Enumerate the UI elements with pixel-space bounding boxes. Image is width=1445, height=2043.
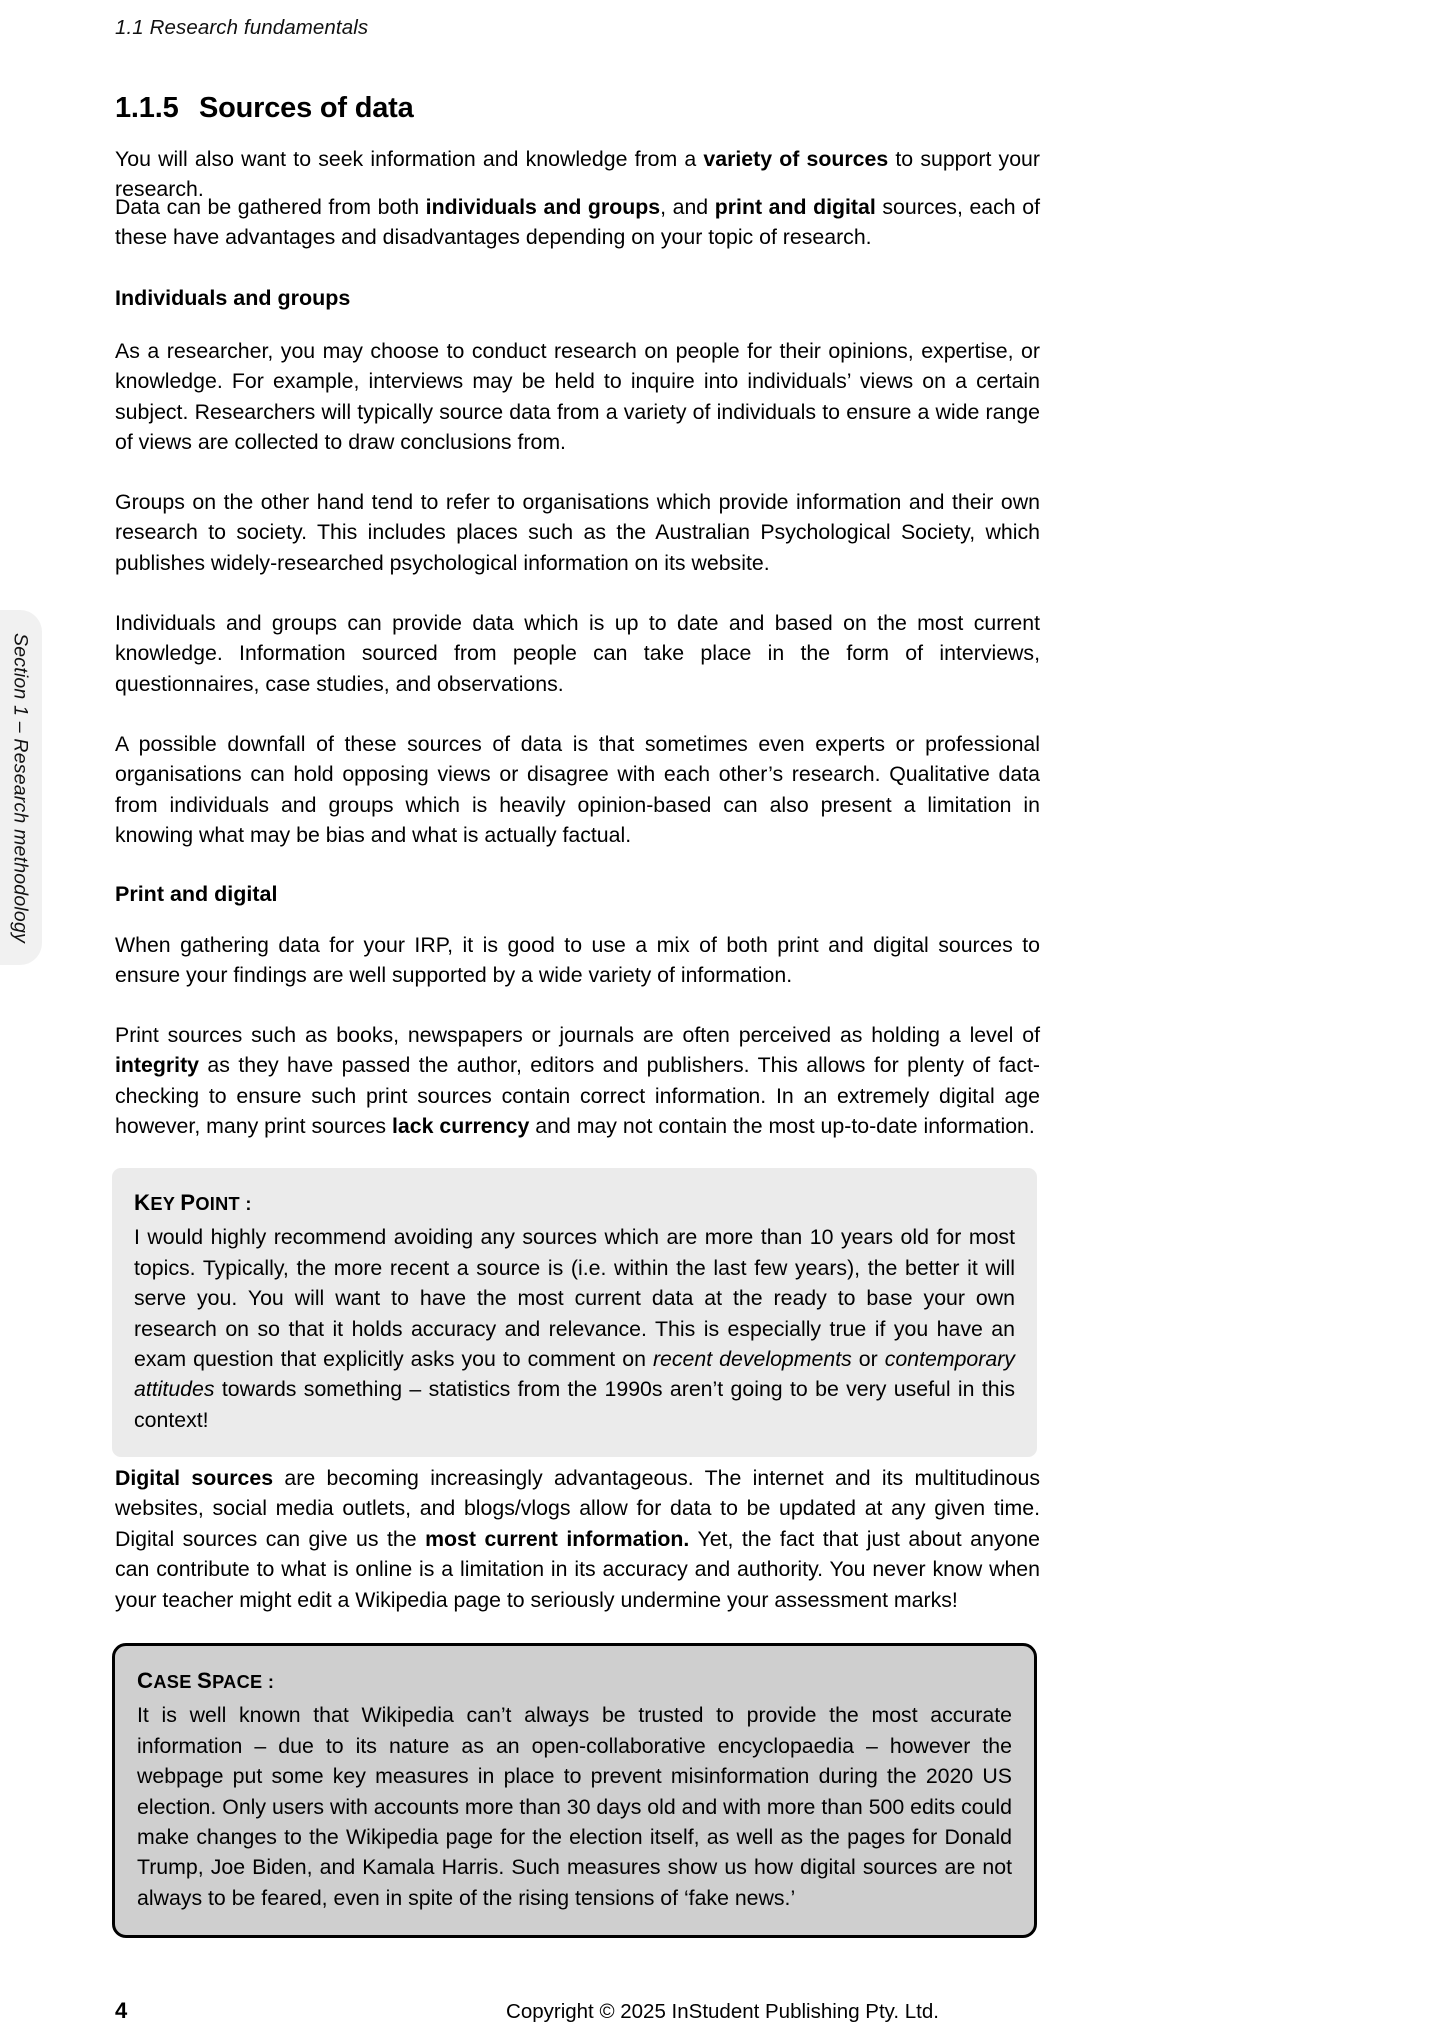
section-title: Sources of data [199, 92, 414, 124]
text-run-bold: individuals and groups [425, 195, 661, 219]
text-run: sources, each of these have advantages and disadvantages depending on your topic of research. [115, 195, 1040, 250]
case-space-callout [112, 1643, 1037, 1938]
section-number: 1.1.5 [115, 92, 179, 124]
text-run: Data can be gathered from both [115, 195, 426, 219]
subheading-individuals-and-groups: Individuals and groups [115, 286, 351, 310]
title-smallcaps: ASE [153, 1672, 197, 1692]
key-point-body [134, 1222, 1015, 1435]
section-side-tab [0, 610, 42, 965]
case-space-title [137, 1666, 1012, 1697]
copyright-notice: Copyright © 2025 InStudent Publishing Pty. Ltd. [506, 2000, 939, 2023]
paragraph-individuals-1: As a researcher, you may choose to conduct research on people for their opinions, expertise, or knowledge. For example, interviews may be held to inquire into individuals’ views on a certain subject. Researchers will typically source data from a variety of individuals to ensure a wide range of views are collected to draw conclusions from. [115, 339, 1040, 455]
text-run-italic: contemporary attitudes [134, 1347, 1015, 1402]
running-head: 1.1 Research fundamentals [115, 16, 369, 39]
text-run: You will also want to seek information and knowledge from a [115, 147, 704, 171]
title-smallcaps: PACE : [212, 1672, 275, 1692]
text-run: to support your research. [115, 147, 1040, 202]
text-run: Yet, the fact that just about anyone can contribute to what is online is a limitation in its accuracy and authority. You never know when your teacher might edit a Wikipedia page to seriously undermine your assessment marks! [115, 1526, 1040, 1612]
key-point-title [134, 1188, 1015, 1219]
paragraph-individuals-3: Individuals and groups can provide data which is up to date and based on the most current knowledge. Information sourced from people can take place in the form of interviews, questionnaires, case studies, and observations. [115, 611, 1040, 696]
side-tab-label: Section 1 – Research methodology [9, 632, 32, 943]
text-run-bold: lack currency [391, 1114, 530, 1139]
text-run: towards something – statistics from the 1990s aren’t going to be very useful in this context! [134, 1377, 1015, 1432]
paragraph-intro-2 [115, 192, 1040, 253]
paragraph-digital-1 [115, 1463, 1040, 1615]
paragraph-print-2 [115, 1020, 1040, 1142]
key-point-callout [112, 1168, 1037, 1457]
case-space-body: It is well known that Wikipedia can’t always be trusted to provide the most accurate information – due to its nature as an open-collaborative encyclopaedia – however the webpage put some key measures in place to prevent misinformation during the 2020 US election. Only users with accounts more than 30 days old and with more than 500 edits could make changes to the Wikipedia page for the election itself, as well as the pages for Donald Trump, Joe Biden, and Kamala Harris. Such measures show us how digital sources are not always to be feared, even in spite of the rising tensions of ‘fake news.’ [137, 1703, 1012, 1910]
text-run-bold: variety of sources [703, 147, 889, 171]
text-run-bold: integrity [115, 1053, 200, 1078]
text-run: , and [660, 195, 715, 219]
text-run-bold: most current information. [425, 1526, 690, 1551]
subheading-print-and-digital: Print and digital [115, 882, 278, 906]
text-run: I would highly recommend avoiding any sources which are more than 10 years old for most topics. Typically, the more recent a source is (i.e. within the last few years), the better it will serve you. You will want to have the most current data at the ready to base your own research on so that it holds accuracy and relevance. This is especially true if you have an exam question that explicitly asks you to comment on [134, 1225, 1015, 1372]
title-smallcaps: EY [150, 1194, 181, 1214]
title-capital: P [180, 1190, 196, 1215]
title-capital: C [137, 1668, 154, 1693]
paragraph-print-1: When gathering data for your IRP, it is good to use a mix of both print and digital sources to ensure your findings are well supported by a wide variety of information. [115, 933, 1040, 988]
paragraph-individuals-2: Groups on the other hand tend to refer to organisations which provide information and their own research to society. This includes places such as the Australian Psychological Society, which publishes widely-researched psychological information on its website. [115, 490, 1040, 575]
title-smallcaps: OINT : [195, 1194, 252, 1214]
title-capital: K [134, 1190, 151, 1215]
text-run-italic: recent developments [652, 1347, 852, 1372]
text-run: are becoming increasingly advantageous. The internet and its multitudinous websites, social media outlets, and blogs/vlogs allow for data to be updated at any given time. Digital sources can give us the [115, 1466, 1040, 1551]
text-run-bold: Digital sources [115, 1466, 274, 1490]
text-run: as they have passed the author, editors and publishers. This allows for plenty of fact-checking to ensure such print sources contain correct information. In an extremely digital age however, many print sources [115, 1053, 1040, 1139]
text-run-bold: print and digital [714, 195, 876, 219]
page-number: 4 [115, 1998, 128, 2023]
title-capital: S [196, 1668, 213, 1693]
text-run: Print sources such as books, newspapers or journals are often perceived as holding a level of [115, 1023, 1040, 1047]
page-title [115, 92, 414, 125]
paragraph-individuals-4: A possible downfall of these sources of data is that sometimes even experts or professional organisations can hold opposing views or disagree with each other’s research. Qualitative data from individuals and groups which is heavily opinion-based can also present a limitation in knowing what may be bias and what is actually factual. [115, 732, 1040, 848]
text-run: and may not contain the most up-to-date information. [529, 1114, 1035, 1139]
text-run: or [851, 1347, 885, 1372]
